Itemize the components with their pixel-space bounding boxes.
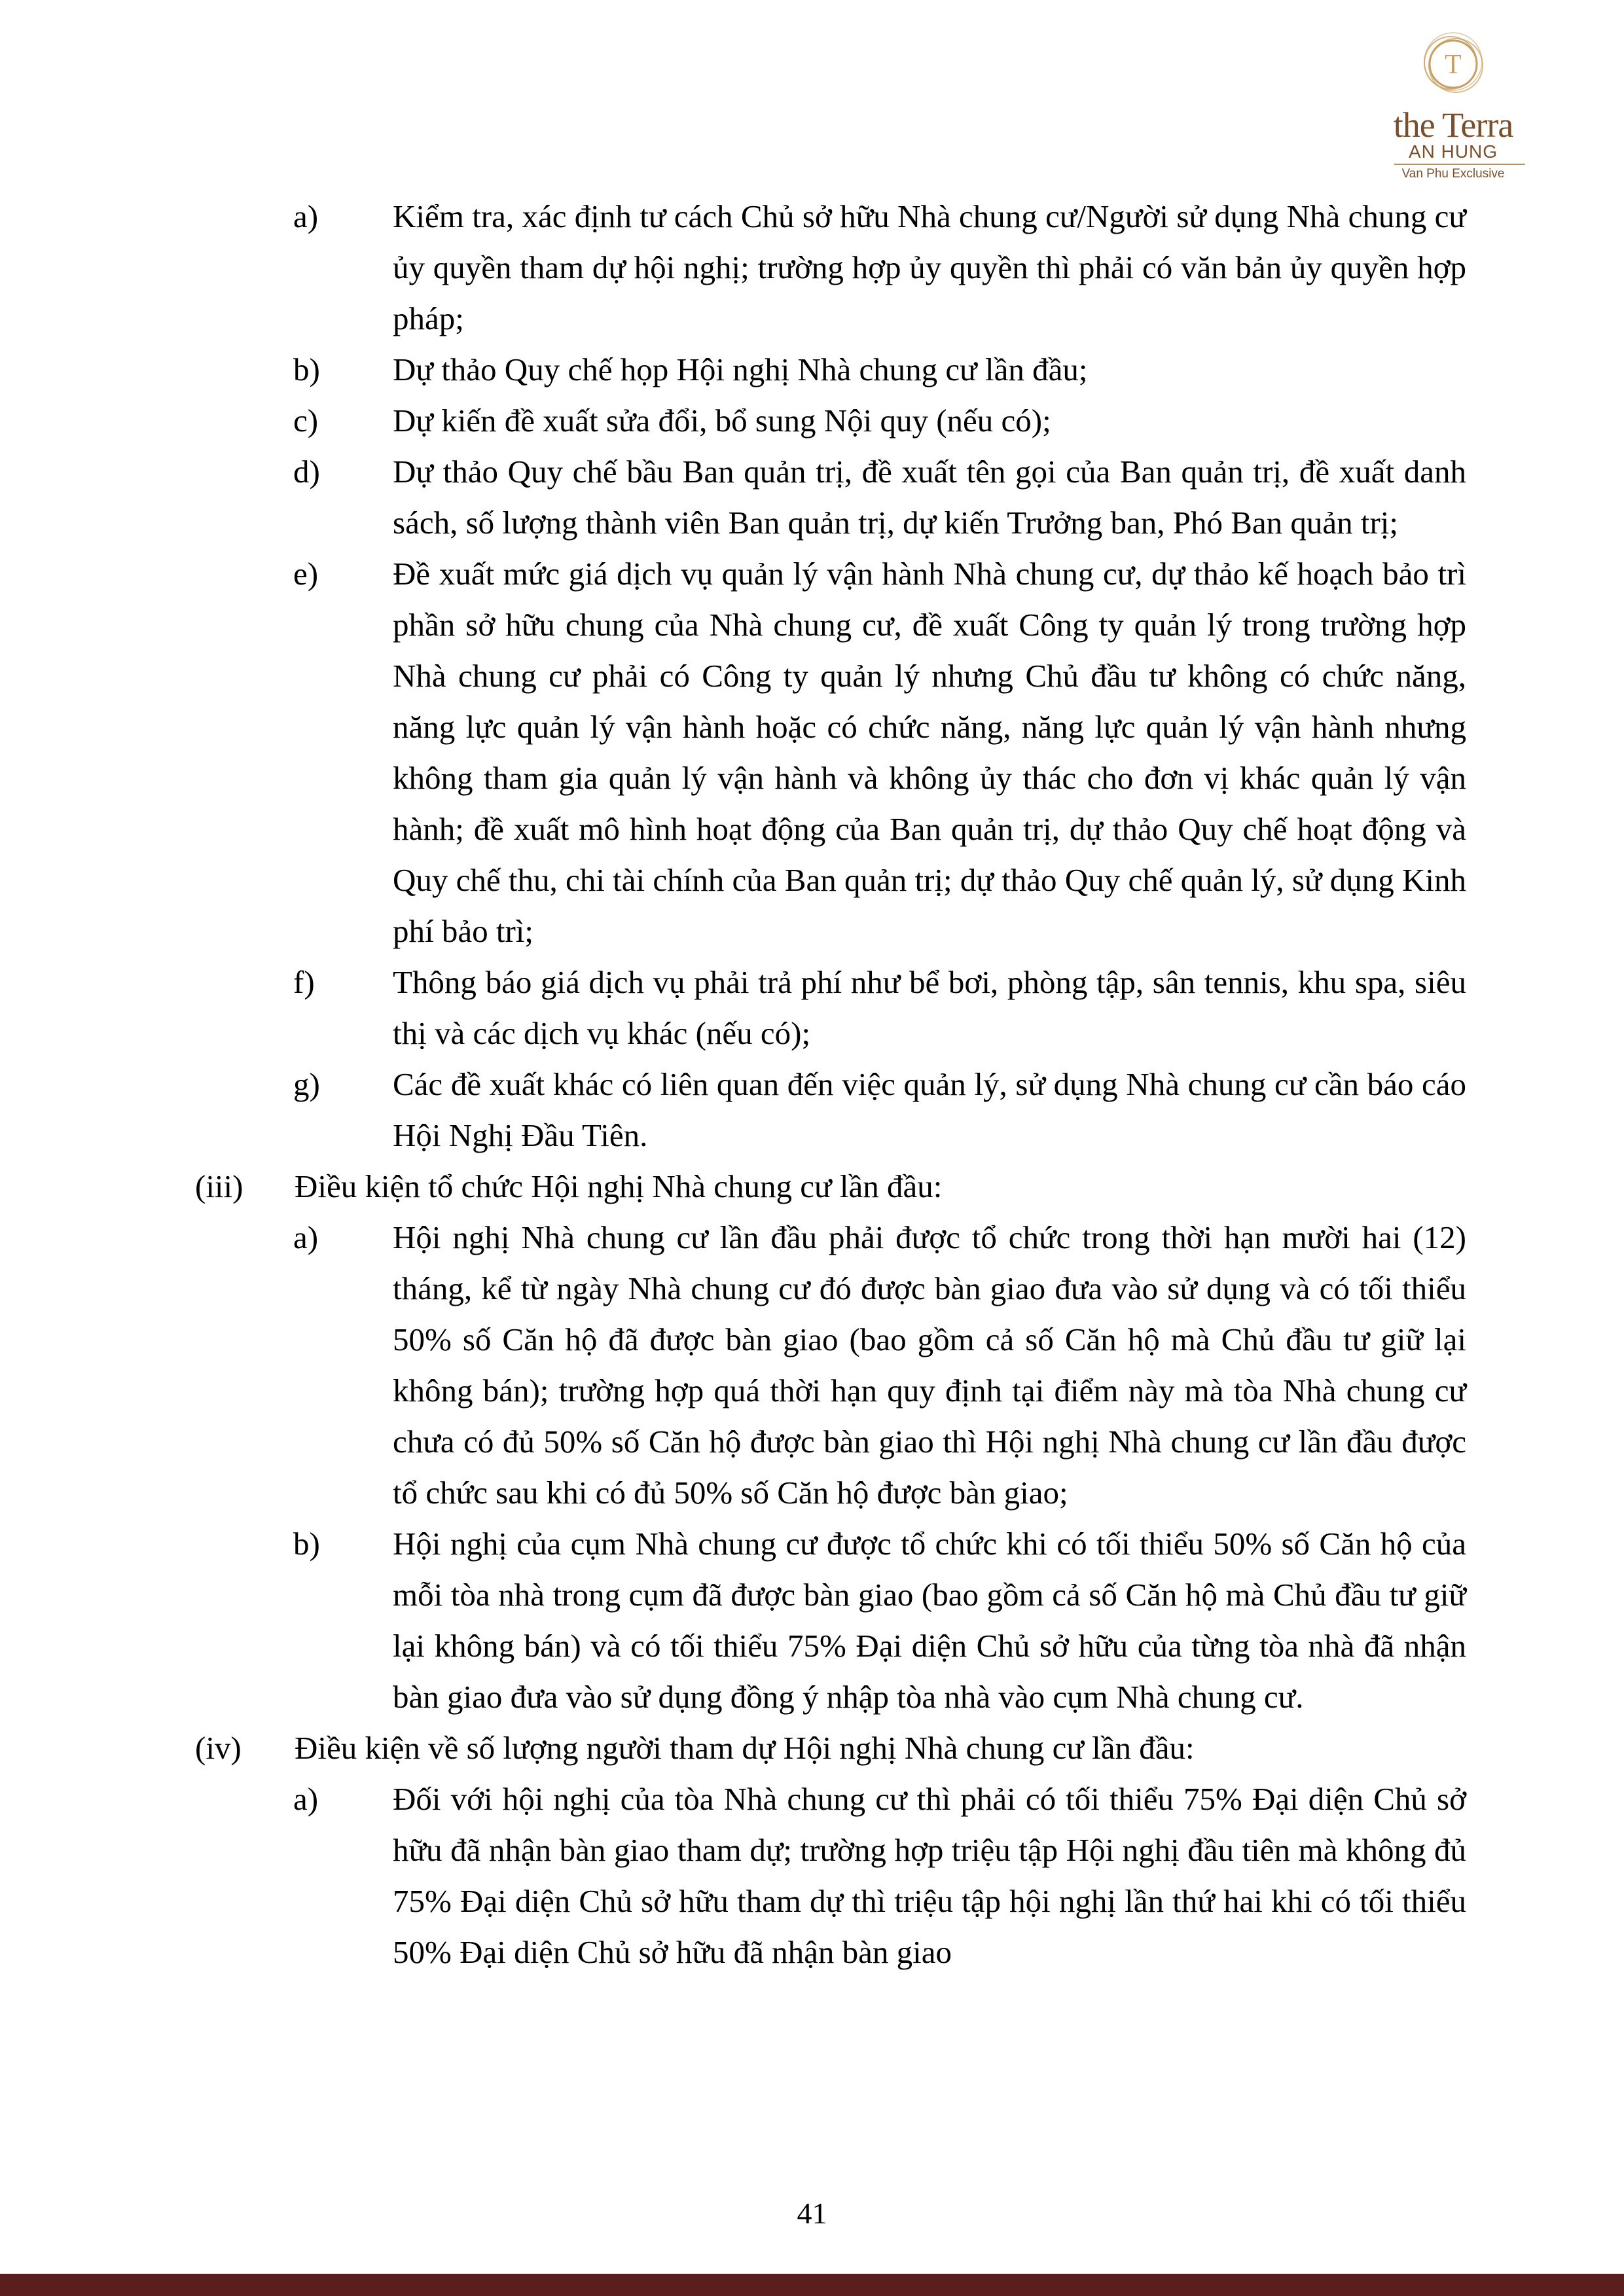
terra-emblem-icon bbox=[1420, 31, 1486, 97]
list-item bbox=[0, 1774, 1624, 1978]
list-item-text: Đề xuất mức giá dịch vụ quản lý vận hành Nhà chung cư, dự thảo kế hoạch bảo trì phần sở hữu chung của Nhà chung cư, đề xuất Công ty quản lý trong trường hợp Nhà chung cư phải có Công ty quản lý nhưng Chủ đầu tư không có chức năng, năng lực quản lý vận hành hoặc có chức năng, năng lực quản lý vận hành nhưng không tham gia quản lý vận hành và không ủy thác cho đơn vị khác quản lý vận hành; đề xuất mô hình hoạt động của Ban quản trị, dự thảo Quy chế hoạt động và Quy chế thu, chi tài chính của Ban quản trị; dự thảo Quy chế quản lý, sử dụng Kinh phí bảo trì; bbox=[393, 556, 1466, 949]
list-item-text: Hội nghị Nhà chung cư lần đầu phải được tổ chức trong thời hạn mười hai (12) tháng, kể từ ngày Nhà chung cư đó được bàn giao đưa vào sử dụng và có tối thiểu 50% số Căn hộ đã được bàn giao (bao gồm cả số Căn hộ mà Chủ đầu tư giữ lại không bán); trường hợp quá thời hạn quy định tại điểm này mà tòa Nhà chung cư chưa có đủ 50% số Căn hộ được bàn giao thì Hội nghị Nhà chung cư lần đầu được tổ chức sau khi có đủ 50% số Căn hộ được bàn giao; bbox=[393, 1219, 1466, 1511]
section-heading bbox=[0, 1723, 1624, 1774]
list-marker: f) bbox=[293, 964, 315, 1000]
page-number: 41 bbox=[797, 2197, 827, 2230]
list-item-text: Dự kiến đề xuất sửa đổi, bổ sung Nội quy (nếu có); bbox=[393, 403, 1051, 439]
list-marker: d) bbox=[293, 454, 320, 490]
list-item bbox=[0, 191, 1624, 344]
list-marker: c) bbox=[293, 403, 319, 439]
list-item bbox=[0, 1212, 1624, 1518]
section-heading bbox=[0, 1161, 1624, 1212]
list-marker: a) bbox=[293, 1219, 319, 1255]
list-item bbox=[0, 1059, 1624, 1161]
list-marker: b) bbox=[293, 351, 320, 387]
list-marker: g) bbox=[293, 1066, 320, 1102]
logo-divider bbox=[1394, 164, 1525, 165]
document-body bbox=[0, 191, 1624, 1978]
list-item-text: Các đề xuất khác có liên quan đến việc quản lý, sử dụng Nhà chung cư cần báo cáo Hội Nghị Đầu Tiên. bbox=[393, 1066, 1466, 1153]
list-marker: b) bbox=[293, 1526, 320, 1562]
list-item bbox=[0, 344, 1624, 395]
brand-tagline: Van Phu Exclusive bbox=[1401, 167, 1505, 181]
section-marker: (iv) bbox=[195, 1730, 242, 1766]
section-heading-text: Điều kiện về số lượng người tham dự Hội nghị Nhà chung cư lần đầu: bbox=[295, 1730, 1195, 1766]
list-marker: e) bbox=[293, 556, 319, 592]
list-item-text: Dự thảo Quy chế họp Hội nghị Nhà chung cư lần đầu; bbox=[393, 351, 1088, 387]
list-item-text: Thông báo giá dịch vụ phải trả phí như bể bơi, phòng tập, sân tennis, khu spa, siêu thị và các dịch vụ khác (nếu có); bbox=[393, 964, 1466, 1051]
list-item-text: Kiểm tra, xác định tư cách Chủ sở hữu Nhà chung cư/Người sử dụng Nhà chung cư ủy quyền tham dự hội nghị; trường hợp ủy quyền thì phải có văn bản ủy quyền hợp pháp; bbox=[393, 198, 1466, 336]
list-item bbox=[0, 1518, 1624, 1723]
list-marker: a) bbox=[293, 1781, 319, 1817]
list-item bbox=[0, 548, 1624, 957]
brand-name: the Terra bbox=[1393, 105, 1513, 145]
section-heading-text: Điều kiện tổ chức Hội nghị Nhà chung cư lần đầu: bbox=[295, 1168, 943, 1204]
brand-logo bbox=[1368, 31, 1538, 188]
brand-subtitle: AN HUNG bbox=[1408, 141, 1498, 162]
footer-bar bbox=[0, 2274, 1624, 2296]
emblem-letter: T bbox=[1445, 50, 1462, 80]
list-item bbox=[0, 395, 1624, 446]
list-item bbox=[0, 446, 1624, 548]
list-item bbox=[0, 957, 1624, 1059]
list-item-text: Đối với hội nghị của tòa Nhà chung cư thì phải có tối thiểu 75% Đại diện Chủ sở hữu đã nhận bàn giao tham dự; trường hợp triệu tập Hội nghị đầu tiên mà không đủ 75% Đại diện Chủ sở hữu tham dự thì triệu tập hội nghị lần thứ hai khi có tối thiểu 50% Đại diện Chủ sở hữu đã nhận bàn giao bbox=[393, 1781, 1466, 1970]
list-marker: a) bbox=[293, 198, 319, 234]
list-item-text: Hội nghị của cụm Nhà chung cư được tổ chức khi có tối thiểu 50% số Căn hộ của mỗi tòa nhà trong cụm đã được bàn giao (bao gồm cả số Căn hộ mà Chủ đầu tư giữ lại không bán) và có tối thiểu 75% Đại diện Chủ sở hữu của từng tòa nhà đã nhận bàn giao đưa vào sử dụng đồng ý nhập tòa nhà vào cụm Nhà chung cư. bbox=[393, 1526, 1466, 1715]
list-item-text: Dự thảo Quy chế bầu Ban quản trị, đề xuất tên gọi của Ban quản trị, đề xuất danh sách, số lượng thành viên Ban quản trị, dự kiến Trưởng ban, Phó Ban quản trị; bbox=[393, 454, 1466, 541]
section-marker: (iii) bbox=[195, 1168, 244, 1204]
